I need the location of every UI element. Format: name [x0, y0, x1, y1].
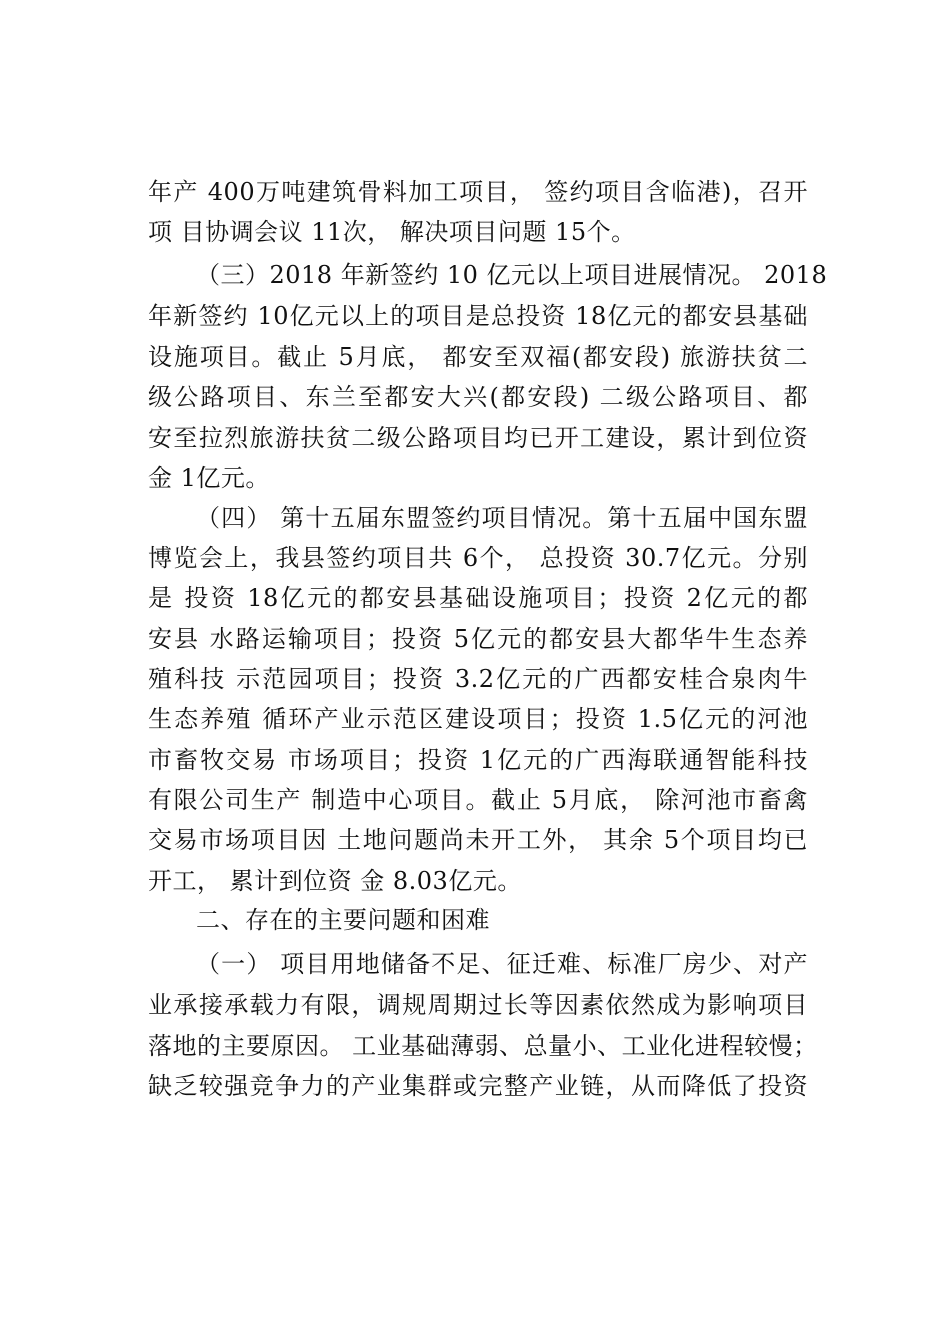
- text-line: 交易市场项目因 土地问题尚未开工外， 其余 5个项目均已: [148, 826, 808, 854]
- text-line: 金 1亿元。: [148, 464, 270, 492]
- text-line: 有限公司生产 制造中心项目。截止 5月底， 除河池市畜禽: [148, 786, 808, 814]
- text-line: 安至拉烈旅游扶贫二级公路项目均已开工建设，累计到位资: [148, 424, 808, 452]
- text-line: 市畜牧交易 市场项目；投资 1亿元的广西海联通智能科技: [148, 746, 808, 774]
- text-line: 落地的主要原因。 工业基础薄弱、总量小、工业化进程较慢；: [148, 1032, 818, 1060]
- text-line: 项 目协调会议 11次， 解决项目问题 15个。: [148, 218, 636, 246]
- text-line: （一） 项目用地储备不足、征迁难、标准厂房少、对产: [196, 950, 808, 978]
- text-line: 设施项目。截止 5月底， 都安至双福(都安段) 旅游扶贫二: [148, 343, 808, 371]
- text-line: （四） 第十五届东盟签约项目情况。第十五届中国东盟: [196, 504, 808, 532]
- text-line: 殖科技 示范园项目；投资 3.2亿元的广西都安桂合泉肉牛: [148, 665, 808, 693]
- text-line: （三）2018 年新签约 10 亿元以上项目进展情况。 2018: [196, 261, 828, 289]
- section-heading: 二、存在的主要问题和困难: [196, 906, 490, 934]
- text-line: 安县 水路运输项目；投资 5亿元的都安县大都华牛生态养: [148, 625, 808, 653]
- text-line: 级公路项目、东兰至都安大兴(都安段) 二级公路项目、都: [148, 383, 808, 411]
- text-line: 是 投资 18亿元的都安县基础设施项目；投资 2亿元的都: [148, 584, 808, 612]
- text-line: 年产 400万吨建筑骨料加工项目， 签约项目含临港)，召开: [148, 178, 808, 206]
- text-line: 博览会上，我县签约项目共 6个， 总投资 30.7亿元。分别: [148, 544, 808, 572]
- text-line: 年新签约 10亿元以上的项目是总投资 18亿元的都安县基础: [148, 302, 808, 330]
- text-line: 生态养殖 循环产业示范区建设项目；投资 1.5亿元的河池: [148, 705, 808, 733]
- text-line: 业承接承载力有限，调规周期过长等因素依然成为影响项目: [148, 991, 808, 1019]
- text-line: 缺乏较强竞争力的产业集群或完整产业链，从而降低了投资: [148, 1072, 808, 1100]
- text-line: 开工， 累计到位资 金 8.03亿元。: [148, 867, 522, 895]
